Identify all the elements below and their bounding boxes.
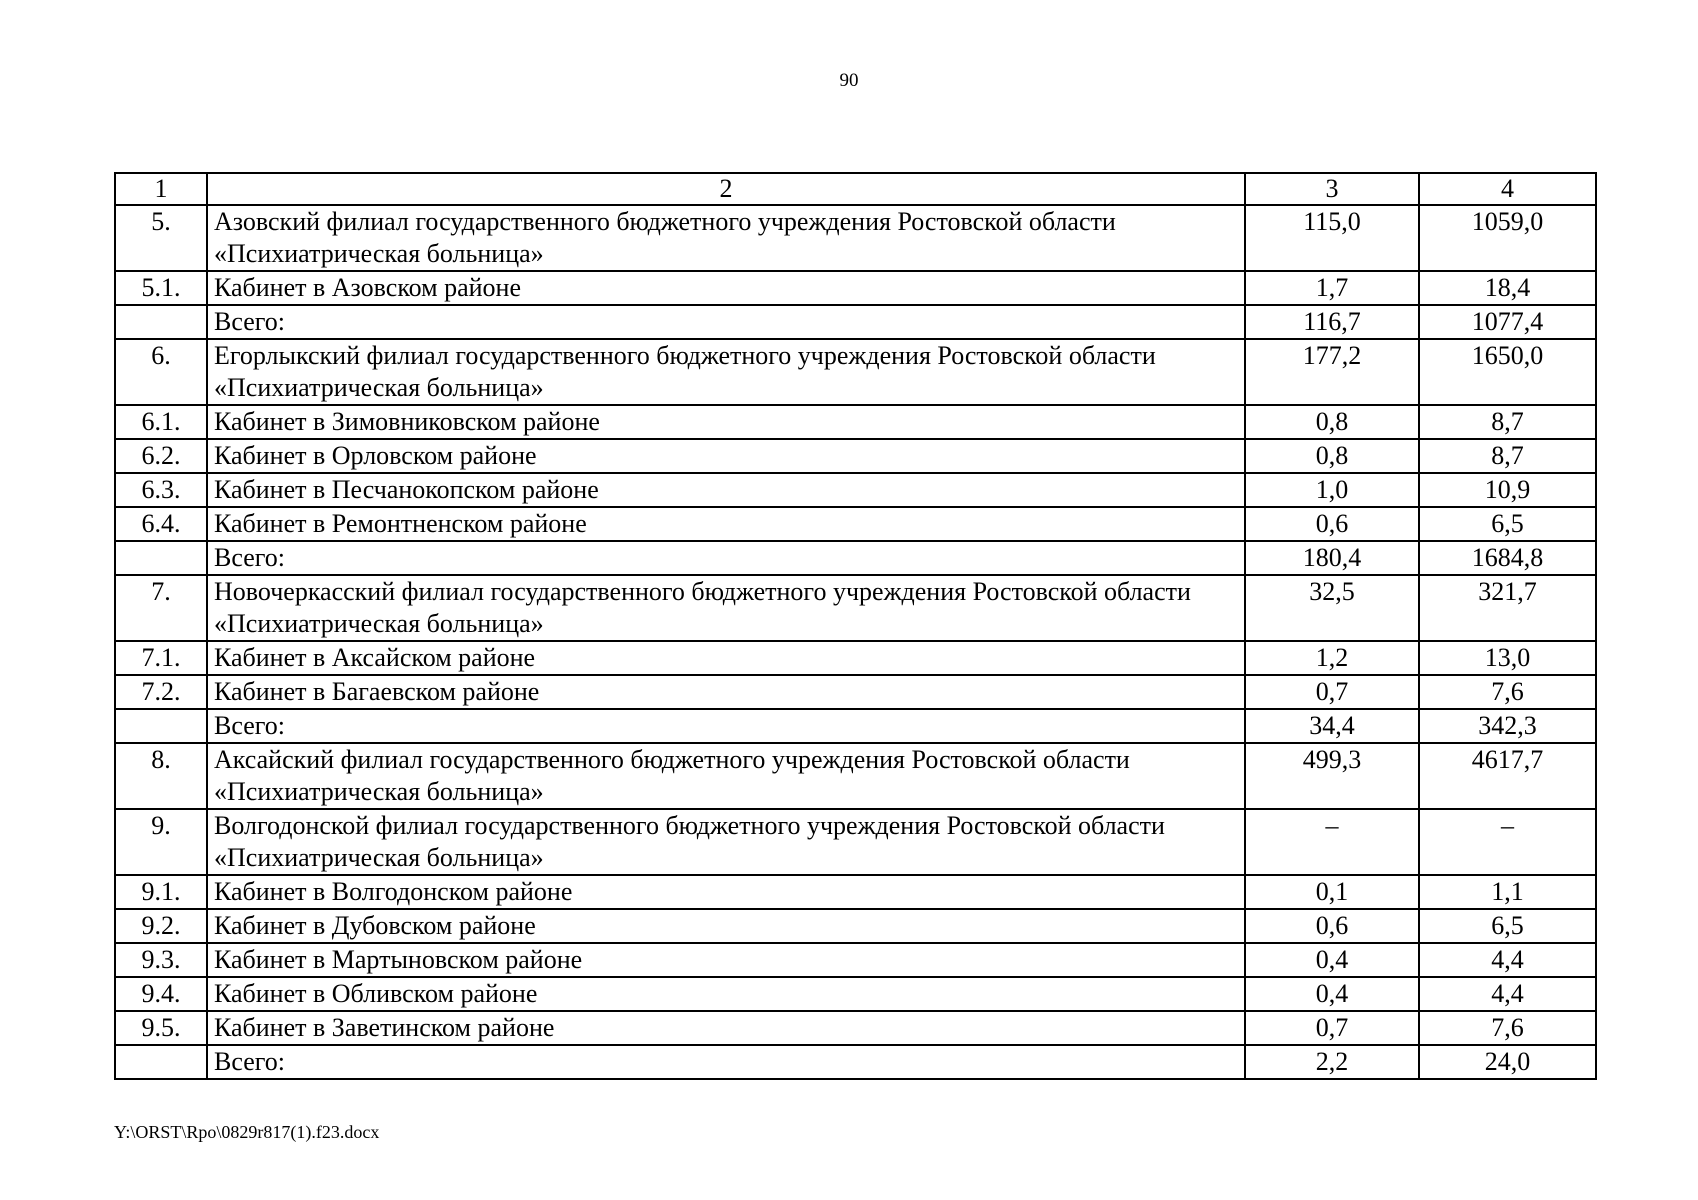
row-col3-cell: 0,8 (1245, 405, 1419, 439)
row-number-cell: 5. (115, 205, 207, 271)
row-name-cell: Кабинет в Обливском районе (207, 977, 1245, 1011)
row-col4-cell: 1684,8 (1419, 541, 1596, 575)
row-col3-cell: 0,7 (1245, 675, 1419, 709)
row-name-cell: Кабинет в Песчанокопском районе (207, 473, 1245, 507)
row-col4-cell: 6,5 (1419, 909, 1596, 943)
row-number-cell: 6.1. (115, 405, 207, 439)
row-name-cell: Кабинет в Орловском районе (207, 439, 1245, 473)
column-header: 3 (1245, 173, 1419, 205)
row-col3-cell: 0,8 (1245, 439, 1419, 473)
row-col3-cell: 34,4 (1245, 709, 1419, 743)
row-col4-cell: 4,4 (1419, 943, 1596, 977)
data-table (114, 172, 1597, 1080)
row-col4-cell: 1,1 (1419, 875, 1596, 909)
row-col3-cell: 115,0 (1245, 205, 1419, 271)
row-col3-cell: 116,7 (1245, 305, 1419, 339)
table-row (115, 473, 1596, 507)
table-row (115, 575, 1596, 641)
column-header: 4 (1419, 173, 1596, 205)
row-name-cell: Кабинет в Мартыновском районе (207, 943, 1245, 977)
row-col4-cell: 1077,4 (1419, 305, 1596, 339)
row-col4-cell: 24,0 (1419, 1045, 1596, 1079)
row-name-cell: Всего: (207, 709, 1245, 743)
row-name-cell: Аксайский филиал государственного бюджетного учреждения Ростовской области «Психиатрическая больница» (207, 743, 1245, 809)
row-col3-cell: – (1245, 809, 1419, 875)
row-number-cell (115, 1045, 207, 1079)
column-header: 2 (207, 173, 1245, 205)
table-row (115, 305, 1596, 339)
row-number-cell (115, 541, 207, 575)
row-name-cell: Азовский филиал государственного бюджетного учреждения Ростовской области «Психиатрическая больница» (207, 205, 1245, 271)
table-row (115, 439, 1596, 473)
row-name-cell: Егорлыкский филиал государственного бюджетного учреждения Ростовской области «Психиатрическая больница» (207, 339, 1245, 405)
row-col3-cell: 499,3 (1245, 743, 1419, 809)
row-number-cell: 9. (115, 809, 207, 875)
row-number-cell: 9.2. (115, 909, 207, 943)
row-number-cell: 9.3. (115, 943, 207, 977)
row-col4-cell: – (1419, 809, 1596, 875)
table-row (115, 743, 1596, 809)
file-path: Y:\ORST\Rpo\0829r817(1).f23.docx (114, 1122, 380, 1142)
row-col4-cell: 7,6 (1419, 1011, 1596, 1045)
row-name-cell: Кабинет в Багаевском районе (207, 675, 1245, 709)
row-number-cell: 7.1. (115, 641, 207, 675)
row-col3-cell: 2,2 (1245, 1045, 1419, 1079)
row-col3-cell: 0,7 (1245, 1011, 1419, 1045)
row-col3-cell: 0,4 (1245, 943, 1419, 977)
table-row (115, 205, 1596, 271)
row-col3-cell: 180,4 (1245, 541, 1419, 575)
table-row (115, 507, 1596, 541)
table-body (115, 173, 1596, 1079)
row-number-cell: 7. (115, 575, 207, 641)
table-row (115, 541, 1596, 575)
row-number-cell: 9.4. (115, 977, 207, 1011)
table-row (115, 709, 1596, 743)
row-col3-cell: 1,0 (1245, 473, 1419, 507)
row-col4-cell: 8,7 (1419, 405, 1596, 439)
row-name-cell: Кабинет в Заветинском районе (207, 1011, 1245, 1045)
row-col3-cell: 0,6 (1245, 507, 1419, 541)
row-name-cell: Кабинет в Азовском районе (207, 271, 1245, 305)
row-col4-cell: 1059,0 (1419, 205, 1596, 271)
row-number-cell: 6.4. (115, 507, 207, 541)
table-row (115, 943, 1596, 977)
row-col4-cell: 6,5 (1419, 507, 1596, 541)
row-col3-cell: 0,4 (1245, 977, 1419, 1011)
row-number-cell: 6.2. (115, 439, 207, 473)
row-col3-cell: 0,6 (1245, 909, 1419, 943)
row-number-cell (115, 305, 207, 339)
table-row (115, 1045, 1596, 1079)
row-name-cell: Всего: (207, 1045, 1245, 1079)
row-col4-cell: 13,0 (1419, 641, 1596, 675)
row-col4-cell: 10,9 (1419, 473, 1596, 507)
table-row (115, 271, 1596, 305)
row-name-cell: Кабинет в Зимовниковском районе (207, 405, 1245, 439)
table-row (115, 1011, 1596, 1045)
table-row (115, 909, 1596, 943)
row-number-cell: 7.2. (115, 675, 207, 709)
row-number-cell (115, 709, 207, 743)
row-number-cell: 9.1. (115, 875, 207, 909)
table-row (115, 875, 1596, 909)
row-col4-cell: 4,4 (1419, 977, 1596, 1011)
row-col3-cell: 0,1 (1245, 875, 1419, 909)
table-row (115, 339, 1596, 405)
row-col3-cell: 177,2 (1245, 339, 1419, 405)
row-col4-cell: 4617,7 (1419, 743, 1596, 809)
table-row (115, 977, 1596, 1011)
row-name-cell: Всего: (207, 305, 1245, 339)
row-name-cell: Всего: (207, 541, 1245, 575)
row-name-cell: Новочеркасский филиал государственного бюджетного учреждения Ростовской области «Психиатрическая больница» (207, 575, 1245, 641)
table-header-row (115, 173, 1596, 205)
column-header: 1 (115, 173, 207, 205)
row-col3-cell: 1,2 (1245, 641, 1419, 675)
row-name-cell: Волгодонской филиал государственного бюджетного учреждения Ростовской области «Психиатрическая больница» (207, 809, 1245, 875)
row-name-cell: Кабинет в Волгодонском районе (207, 875, 1245, 909)
table-row (115, 641, 1596, 675)
row-name-cell: Кабинет в Аксайском районе (207, 641, 1245, 675)
row-col3-cell: 32,5 (1245, 575, 1419, 641)
row-number-cell: 6. (115, 339, 207, 405)
row-number-cell: 9.5. (115, 1011, 207, 1045)
table-row (115, 809, 1596, 875)
row-name-cell: Кабинет в Ремонтненском районе (207, 507, 1245, 541)
row-col4-cell: 8,7 (1419, 439, 1596, 473)
page-number: 90 (839, 70, 859, 91)
table-row (115, 405, 1596, 439)
row-col4-cell: 18,4 (1419, 271, 1596, 305)
row-col4-cell: 1650,0 (1419, 339, 1596, 405)
row-col4-cell: 342,3 (1419, 709, 1596, 743)
row-number-cell: 5.1. (115, 271, 207, 305)
row-number-cell: 6.3. (115, 473, 207, 507)
row-number-cell: 8. (115, 743, 207, 809)
row-col4-cell: 7,6 (1419, 675, 1596, 709)
row-name-cell: Кабинет в Дубовском районе (207, 909, 1245, 943)
table-row (115, 675, 1596, 709)
row-col3-cell: 1,7 (1245, 271, 1419, 305)
row-col4-cell: 321,7 (1419, 575, 1596, 641)
